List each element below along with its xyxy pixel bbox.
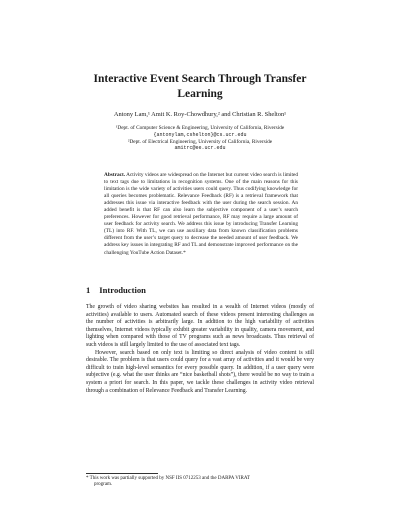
author-list: Antony Lam,¹ Amit K. Roy-Chowdhury,² and Christian R. Shelton¹ bbox=[113, 111, 287, 118]
abstract-label: Abstract. bbox=[104, 172, 126, 178]
footnote-line-2: program. bbox=[94, 482, 113, 488]
section-title: Introduction bbox=[99, 285, 146, 295]
paper-title bbox=[60, 72, 340, 102]
section-body bbox=[86, 304, 314, 395]
footnote-line-1: * This work was partially supported by NSF IIS 0712253 and the DARPA VIRAT bbox=[86, 476, 250, 481]
title-line-1: Interactive Event Search Through Transfer bbox=[93, 73, 307, 85]
footnote-rule bbox=[86, 473, 158, 474]
section-number: 1 bbox=[86, 285, 91, 295]
abstract-text: Activity videos are widespread on the Internet but current video search is limited to text tags due to limitations in recognition systems. One of the main reasons for this limitation is the wide variety of activities users could query. Thus codifying knowledge for all queries becomes problematic. Relevance Feedback (RF) is a retrieval framework that addresses this issue via interactive feedback with the user during the search session. An added benefit is that RF can also learn the subjective component of a user’s search preferences. However for good retrieval performance, RF may require a large amount of user feedback for activity search. We address this issue by introducing Transfer Learning (TL) into RF. With TL, we can use auxiliary data from known classification problems different from the user’s target query to decrease the needed amount of user feedback. We address key issues in integrating RF and TL and demonstrate improved performance on the challenging YouTube Action Dataset.* bbox=[104, 172, 298, 256]
section-heading bbox=[86, 285, 146, 295]
email-cs: {antonylam,cshelton}@cs.ucr.edu bbox=[153, 131, 247, 138]
title-line-2: Learning bbox=[177, 88, 223, 100]
paragraph-1: The growth of video sharing websites has resulted in a wealth of Internet videos (mostly of activities) available to users. Automated search of these videos present interesting challenges as the number of activities is arbitrarily large. In addition to the high variability of activities themselves, Internet videos typically exhibit greater variability in quality, camera movement, and lighting when compared with those of TV programs such as news broadcasts. Thus retrieval of such videos is still largely limited to the use of associated text tags. bbox=[86, 304, 314, 348]
affiliation-ee: ²Dept. of Electrical Engineering, University of California, Riverside bbox=[127, 138, 273, 145]
affiliations bbox=[40, 125, 360, 152]
paragraph-2: However, search based on only text is limiting so direct analysis of video content is still desirable. The problem is that users could query for a vast array of activities and it would be very difficult to train high-level semantics for every possible query. In addition, if a user query were subjective (e.g. what the user thinks are “nice basketball shots”), there would be no way to train a system a priori for search. In this paper, we tackle these challenges in activity video retrieval through a combination of Relevance Feedback and Transfer Learning. bbox=[86, 349, 314, 394]
abstract bbox=[104, 172, 298, 257]
footnote bbox=[86, 476, 314, 489]
affiliation-cs: ¹Dept. of Computer Science & Engineering, University of California, Riverside bbox=[115, 125, 285, 131]
email-ee: amitrc@ee.ucr.edu bbox=[174, 145, 226, 152]
